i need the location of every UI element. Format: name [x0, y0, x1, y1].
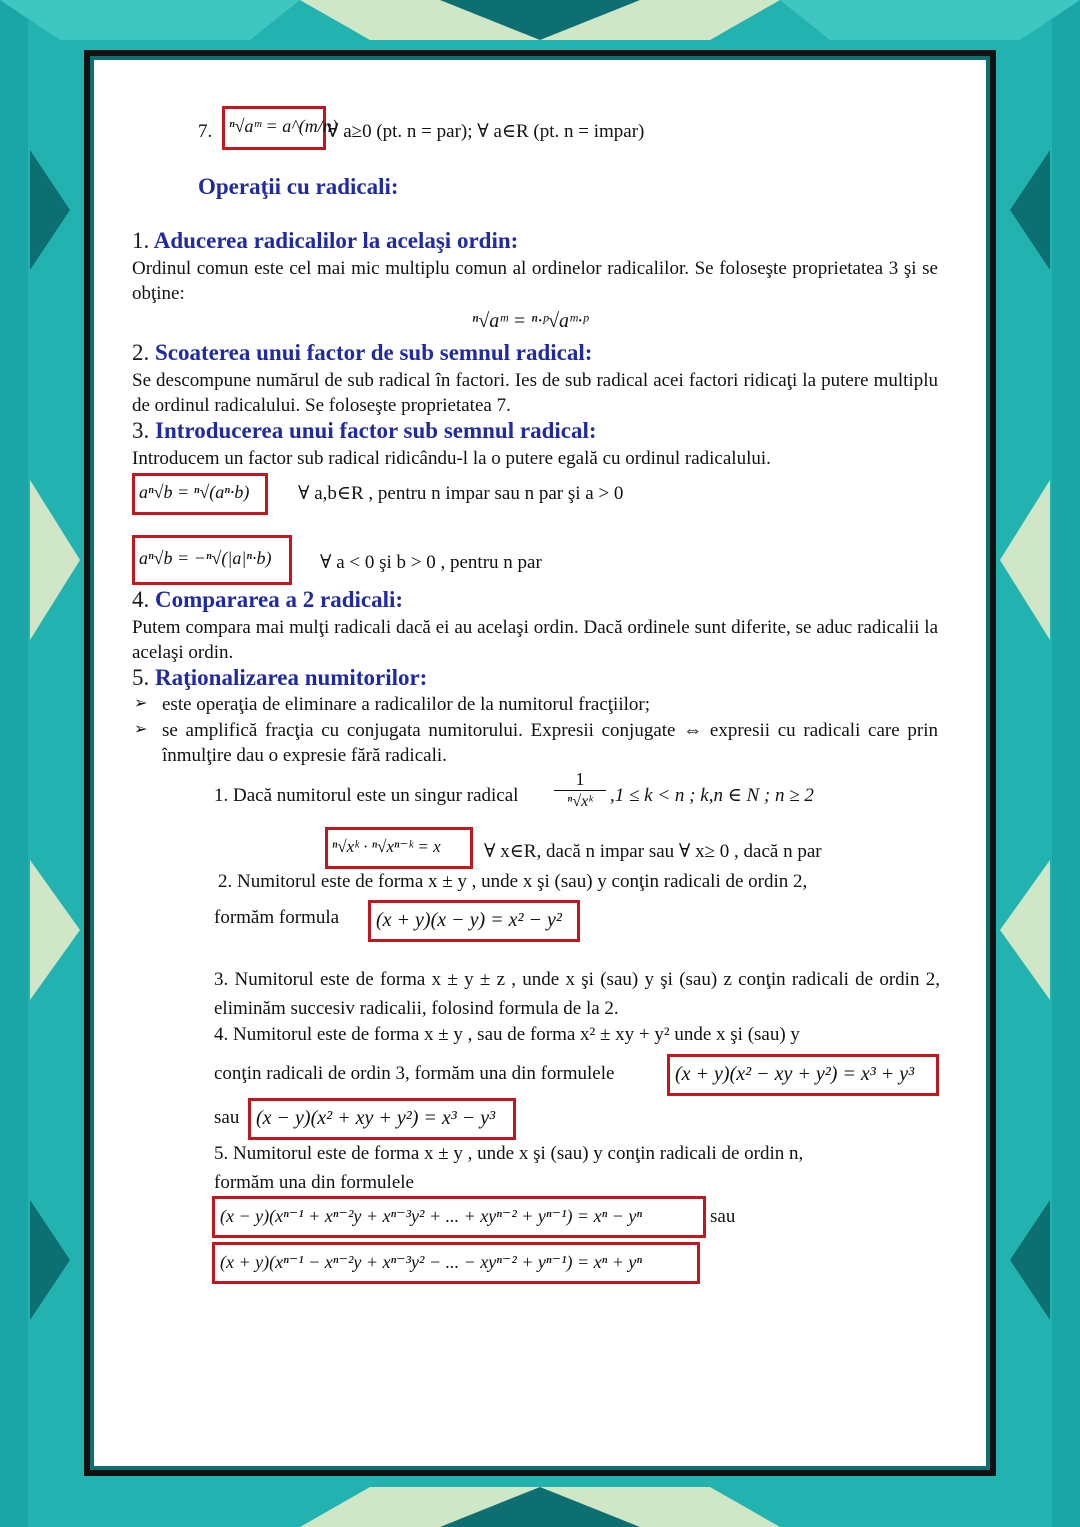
- case5-sau: sau: [710, 1206, 736, 1227]
- case2-formula: (x + y)(x − y) = x² − y²: [376, 909, 562, 931]
- section-title: Operaţii cu radicali:: [198, 174, 399, 199]
- bullet-arrow-icon: ➢: [134, 721, 148, 738]
- case1-fraction: [554, 768, 606, 813]
- prop7-formula: ⁿ√aᵐ = a^(m/n): [229, 116, 338, 136]
- case1-fraction-denominator: ⁿ√xᵏ: [567, 793, 593, 810]
- case3-paragraph: 3. Numitorul este de forma x ± y ± z , unde x şi (sau) y şi (sau) z conţin radicali de ordin 2, eliminăm succesiv radicalii, folosind formula de la 2.: [214, 969, 940, 1019]
- s3-formula2: aⁿ√b = −ⁿ√(|a|ⁿ·b): [139, 548, 272, 568]
- s3-number: 3.: [132, 418, 150, 443]
- case4-line1: 4. Numitorul este de forma x ± y , sau de forma x² ± xy + y² unde x şi (sau) y: [214, 1024, 800, 1045]
- case2-line1: 2. Numitorul este de forma x ± y , unde x şi (sau) y conţin radicali de ordin 2,: [218, 871, 808, 892]
- case4-sau: sau: [214, 1107, 240, 1128]
- case5-line1: 5. Numitorul este de forma x ± y , unde x şi (sau) y conţin radicali de ordin n,: [214, 1143, 804, 1164]
- s3-paragraph: Introducem un factor sub radical ridicându-l la o putere egală cu ordinul radicalului.: [132, 448, 771, 469]
- case4-line2: conţin radicali de ordin 3, formăm una din formulele: [214, 1063, 615, 1084]
- case2-line2: formăm formula: [214, 907, 340, 928]
- s4-number: 4.: [132, 587, 150, 612]
- case5-line2: formăm una din formulele: [214, 1172, 414, 1193]
- case4-formula2: (x − y)(x² + xy + y²) = x³ − y³: [256, 1107, 496, 1129]
- prop7-number: 7.: [198, 121, 213, 142]
- s1-heading: [132, 228, 518, 254]
- case5-formula2: (x + y)(xⁿ⁻¹ − xⁿ⁻²y + xⁿ⁻³y² − ... − xyⁿ⁻² + yⁿ⁻¹) = xⁿ + yⁿ: [220, 1252, 643, 1272]
- case1-text: 1. Dacă numitorul este un singur radical: [214, 785, 519, 806]
- s3-formula1-box: [132, 473, 268, 515]
- s2-paragraph: Se descompune numărul de sub radical în factori. Ies de sub radical acei factori ridicaţi la putere multiplu de ordinul radicalului. Se foloseşte proprietatea 7.: [132, 370, 938, 416]
- case4-formula2-box: [248, 1098, 516, 1140]
- s2-heading-label: Scoaterea unui factor de sub semnul radical:: [155, 340, 593, 365]
- case2-formula-box: [368, 900, 580, 942]
- s3-formula2-box: [132, 535, 292, 585]
- case1-formula-box: [325, 827, 473, 869]
- s1-paragraph: Ordinul comun este cel mai mic multiplu comun al ordinelor radicalilor. Se foloseşte proprietatea 3 şi se obţine:: [132, 258, 938, 304]
- page: [94, 60, 986, 1466]
- prop7-formula-box: [222, 106, 338, 150]
- s4-heading-label: Compararea a 2 radicali:: [155, 587, 404, 612]
- s4-paragraph: Putem compara mai mulţi radicali dacă ei au acelaşi ordin. Dacă ordinele sunt diferite, se aduc radicalii la acelaşi ordin.: [132, 617, 938, 663]
- s4-heading: [132, 587, 403, 613]
- case5-formula2-box: [212, 1242, 700, 1284]
- s1-formula: ⁿ√aᵐ = ⁿ·ᵖ√aᵐ·ᵖ: [472, 310, 589, 332]
- case1-condition: ,1 ≤ k < n ; k,n ∈ N ; n ≥ 2: [610, 785, 814, 806]
- s5-heading: [132, 665, 427, 691]
- s3-condition1: ∀ a,b∈R , pentru n impar sau n par şi a > 0: [298, 483, 624, 504]
- s3-formula1: aⁿ√b = ⁿ√(aⁿ·b): [139, 482, 250, 502]
- case1-formula: ⁿ√xᵏ · ⁿ√xⁿ⁻ᵏ = x: [332, 837, 441, 856]
- s1-heading-label: Aducerea radicalilor la acelaşi ordin:: [153, 228, 519, 253]
- prop7-condition: ∀ a≥0 (pt. n = par); ∀ a∈R (pt. n = impar): [327, 121, 645, 142]
- s5-bullet-1: este operaţia de eliminare a radicalilor de la numitorul fracţiilor;: [162, 694, 650, 715]
- case5-formula1-box: [212, 1196, 706, 1238]
- bullet-arrow-icon: ➢: [134, 695, 148, 712]
- s3-heading: [132, 418, 597, 444]
- s5-heading-label: Raţionalizarea numitorilor:: [155, 665, 428, 690]
- case1-formula-condition: ∀ x∈R, dacă n impar sau ∀ x≥ 0 , dacă n par: [484, 841, 822, 862]
- s2-number: 2.: [132, 340, 150, 365]
- s5-number: 5.: [132, 665, 150, 690]
- s5-bullet-2: se amplifică fracţia cu conjugata numitorului. Expresii conjugate ⇔ expresii cu radicali care prin înmulţire dau o expresie fără radicali.: [162, 720, 938, 766]
- s2-heading: [132, 340, 592, 366]
- case4-formula1-box: [667, 1054, 939, 1096]
- s3-heading-label: Introducerea unui factor sub semnul radical:: [155, 418, 597, 443]
- s3-condition2: ∀ a < 0 şi b > 0 , pentru n par: [320, 552, 542, 573]
- case1-fraction-numerator: 1: [554, 768, 606, 791]
- s1-number: 1.: [132, 228, 150, 253]
- case4-formula1: (x + y)(x² − xy + y²) = x³ + y³: [675, 1063, 915, 1085]
- case5-formula1: (x − y)(xⁿ⁻¹ + xⁿ⁻²y + xⁿ⁻³y² + ... + xyⁿ⁻² + yⁿ⁻¹) = xⁿ − yⁿ: [220, 1206, 643, 1226]
